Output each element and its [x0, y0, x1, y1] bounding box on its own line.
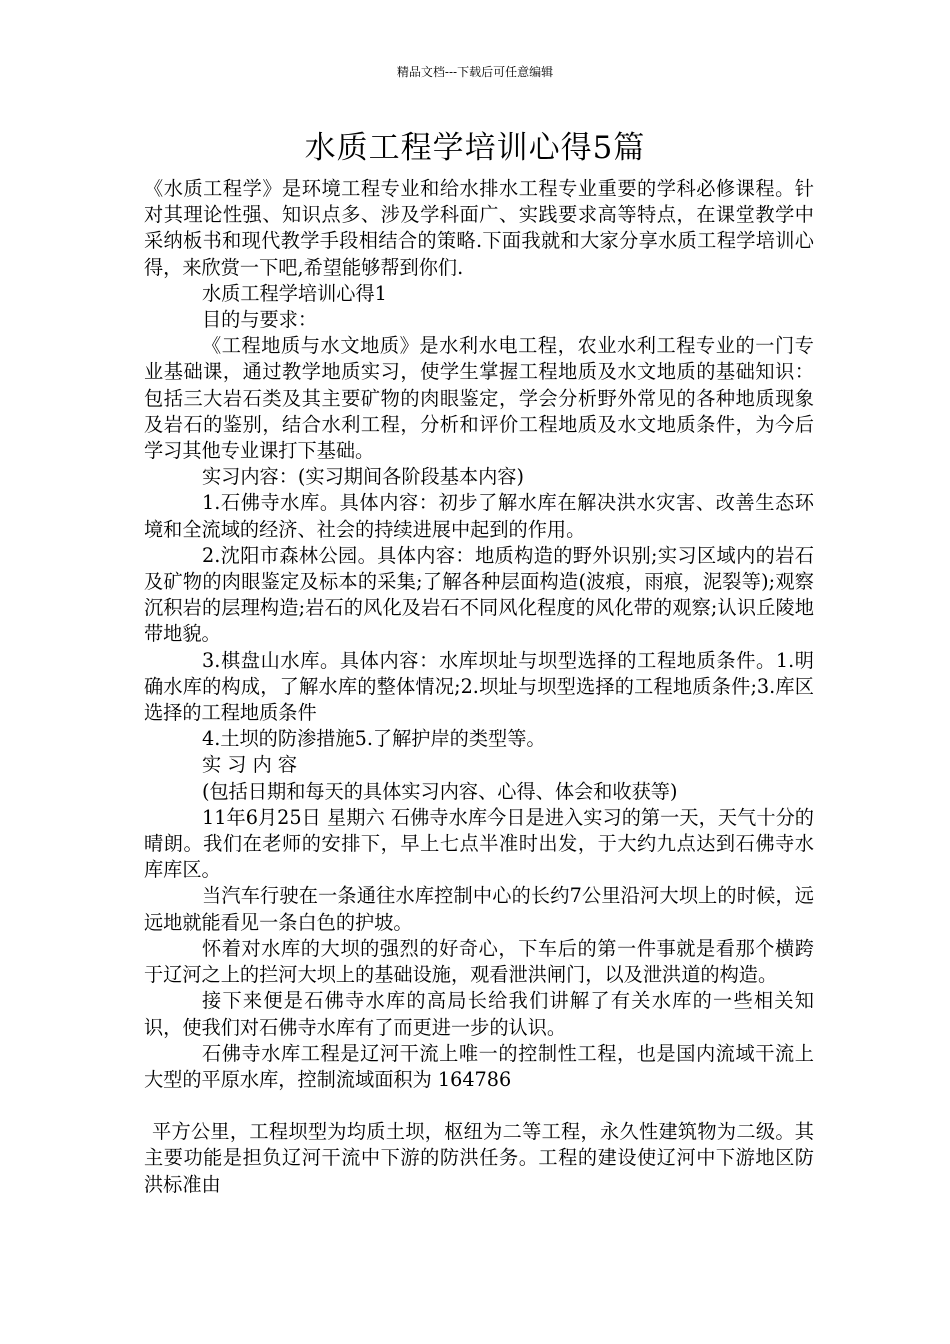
paragraph: 《工程地质与水文地质》是水利水电工程，农业水利工程专业的一门专业基础课，通过教学地质实习，使学生掌握工程地质及水文地质的基础知识：包括三大岩石类及其主要矿物的肉眼鉴定，学会分析野外常见的各种地质现象及岩石的鉴别，结合水利工程，分析和评价工程地质及水文地质条件，为今后学习其他专业课打下基础。	[144, 334, 814, 463]
intro-paragraph: 《水质工程学》是环境工程专业和给水排水工程专业重要的学科必修课程。针对其理论性强、知识点多、涉及学科面广、实践要求高等特点，在课堂教学中采纳板书和现代教学手段相结合的策略.下面我就和大家分享水质工程学培训心得，来欣赏一下吧,希望能够帮到你们.	[144, 177, 814, 279]
paragraph: 石佛寺水库工程是辽河干流上唯一的控制性工程，也是国内流域干流上大型的平原水库，控制流域面积为 164786	[144, 1041, 814, 1091]
blank-line	[144, 1093, 814, 1119]
list-item: 1.石佛寺水库。具体内容：初步了解水库在解决洪水灾害、改善生态环境和全流域的经济、社会的持续进展中起到的作用。	[144, 491, 814, 541]
paragraph: 接下来便是石佛寺水库的高局长给我们讲解了有关水库的一些相关知识，使我们对石佛寺水库有了而更进一步的认识。	[144, 989, 814, 1039]
paragraph: (包括日期和每天的具体实习内容、心得、体会和收获等)	[202, 779, 678, 803]
document-title: 水质工程学培训心得5篇	[304, 130, 646, 166]
list-item: 4.土坝的防渗措施5.了解护岸的类型等。	[202, 727, 546, 751]
paragraph: 平方公里，工程坝型为均质土坝，枢纽为二等工程，永久性建筑物为二级。其主要功能是担负辽河干流中下游的防洪任务。工程的建设使辽河中下游地区防洪标准由	[144, 1120, 814, 1196]
list-item: 2.沈阳市森林公园。具体内容：地质构造的野外识别;实习区域内的岩石及矿物的肉眼鉴定及标本的采集;了解各种层面构造(波痕，雨痕，泥裂等);观察沉积岩的层理构造;岩石的风化及岩石不同风化程度的风化带的观察;认识丘陵地带地貌。	[144, 543, 814, 646]
subheading: 实习内容：(实习期间各阶段基本内容)	[202, 465, 524, 489]
section-heading: 水质工程学培训心得1	[202, 281, 387, 305]
paragraph: 怀着对水库的大坝的强烈的好奇心，下车后的第一件事就是看那个横跨于辽河之上的拦河大坝上的基础设施，观看泄洪闸门，以及泄洪道的构造。	[144, 936, 814, 987]
paragraph: 11年6月25日 星期六 石佛寺水库今日是进入实习的第一天，天气十分的晴朗。我们在老师的安排下，早上七点半准时出发，于大约九点达到石佛寺水库库区。	[144, 805, 814, 882]
subheading: 目的与要求：	[202, 308, 318, 332]
list-item: 3.棋盘山水库。具体内容：水库坝址与坝型选择的工程地质条件。1.明确水库的构成，了解水库的整体情况;2.坝址与坝型选择的工程地质条件;3.库区选择的工程地质条件	[144, 648, 814, 725]
paragraph: 当汽车行驶在一条通往水库控制中心的长约7公里沿河大坝上的时候，远远地就能看见一条白色的护坡。	[144, 884, 814, 934]
subheading: 实 习 内 容	[202, 753, 298, 777]
document-body	[144, 176, 814, 1198]
page-header: 精品文档---下载后可任意编辑	[396, 65, 554, 79]
